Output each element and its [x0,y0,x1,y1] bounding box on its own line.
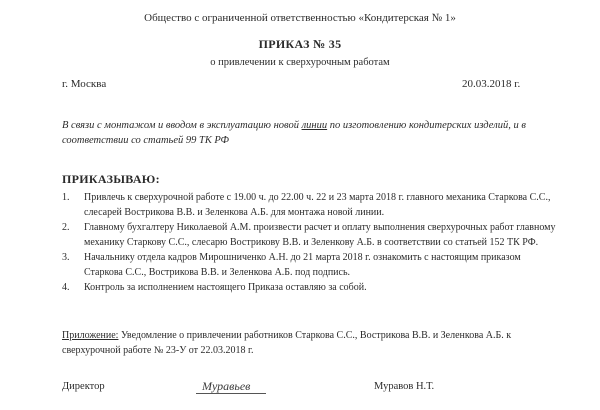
item-number: 4. [62,282,70,293]
list-item [62,190,562,220]
item-number: 1. [62,192,70,203]
handwritten-signature: Муравьев [202,379,251,393]
city: г. Москва [62,78,107,90]
item-text: Привлечь к сверхурочной работе с 19.00 ч. до 22.00 ч. 22 и 23 марта 2018 г. главного механика Старкова С.С., слесарей Вострикова В.В. и Зеленкова А.Б. для монтажа новой линии. [84,192,551,218]
list-item [62,280,562,295]
order-directive-heading: ПРИКАЗЫВАЮ: [62,172,160,186]
signatory-role: Директор [62,381,105,392]
signature-line [196,393,266,394]
item-text: Главному бухгалтеру Николаевой А.М. произвести расчет и оплату выполнения сверхурочных работ главному механику Старкову С.С., слесарю Вострикову В.В. и Зеленкову А.Б. в соответствии со статьей 152 ТК РФ. [84,222,556,248]
organization-name: Общество с ограниченной ответственностью «Кондитерская № 1» [144,12,456,24]
intro-text-part1: В связи с монтажом и вводом в эксплуатацию новой [62,120,302,131]
signatory-name: Муравов Н.Т. [374,381,435,392]
intro-paragraph [62,118,562,148]
item-text: Начальнику отдела кадров Мирошниченко А.Н. до 21 марта 2018 г. ознакомить с настоящим приказом Старкова С.С., Вострикова В.В. и Зеленкова А.Б. под подпись. [84,252,521,278]
list-item [62,220,562,250]
intro-text-part2: по изготовлению кондитерских изделий, и в соответствии со статьей 99 ТК РФ [62,120,526,146]
attachment-note [62,328,562,358]
attachment-text: Уведомление о привлечении работников Старкова С.С., Вострикова В.В. и Зеленкова А.Б. к сверхурочной работе № 23-У от 22.03.2018 г. [62,330,512,356]
order-subject: о привлечении к сверхурочным работам [210,57,390,68]
order-date: 20.03.2018 г. [462,78,521,90]
item-number: 3. [62,252,70,263]
intro-underlined-word: линии [301,120,328,131]
list-item [62,250,562,280]
item-text: Контроль за исполнением настоящего Приказа оставляю за собой. [84,282,367,293]
item-number: 2. [62,222,70,233]
order-items-list [62,190,562,295]
attachment-label: Приложение: [62,330,119,341]
order-title: ПРИКАЗ № 35 [258,37,342,51]
